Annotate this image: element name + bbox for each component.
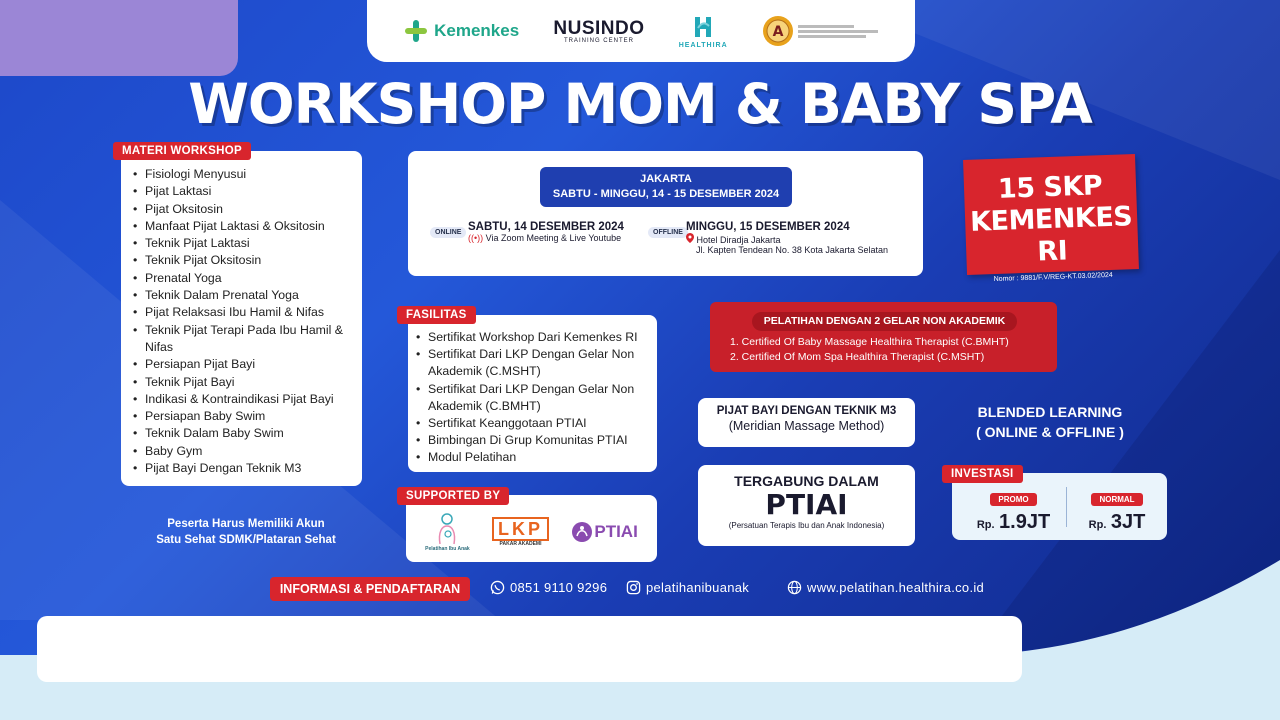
- pelatihan-item: 1. Certified Of Baby Massage Healthira Therapist (C.BMHT): [730, 336, 1009, 348]
- list-item: • Teknik Pijat Terapi Pada Ibu Hamil & Nifas: [133, 322, 352, 357]
- price-divider: [1066, 487, 1067, 527]
- lkp-logo-text: LKP: [492, 517, 549, 541]
- list-item: • Sertifikat Dari LKP Dengan Gelar Non Akademik (C.MSHT): [416, 346, 649, 380]
- list-item: • Modul Pelatihan: [416, 449, 649, 466]
- skp-line1: 15 SKP: [997, 170, 1103, 205]
- kemenkes-icon: [404, 19, 428, 43]
- list-item: • Pijat Relaksasi Ibu Hamil & Nifas: [133, 304, 352, 321]
- ptiai-t3: (Persatuan Terapis Ibu dan Anak Indonesia): [728, 521, 885, 530]
- promo-price: [966, 489, 1061, 534]
- skp-line2: KEMENKES RI: [969, 201, 1133, 268]
- offline-badge: OFFLINE: [648, 227, 688, 238]
- blended-line2: ( ONLINE & OFFLINE ): [976, 424, 1124, 440]
- normal-amount: 3JT: [1110, 511, 1146, 533]
- location-pin-icon: [686, 233, 694, 243]
- normal-label: NORMAL: [1091, 493, 1142, 506]
- event-card: [408, 151, 923, 276]
- list-item: • Prenatal Yoga: [133, 270, 352, 287]
- m3-card: [698, 398, 915, 447]
- purple-corner-decoration: [0, 0, 238, 76]
- accreditation-logo: [762, 15, 878, 47]
- ptiai-card: [698, 465, 915, 546]
- nusindo-logo-text: NUSINDO: [553, 17, 645, 39]
- offline-address: Jl. Kapten Tendean No. 38 Kota Jakarta Selatan: [696, 245, 888, 255]
- skp-nomor: Nomor : 9881/F.V/REG-KT.03.02/2024: [993, 271, 1113, 284]
- supported-tag: SUPPORTED BY: [397, 487, 509, 505]
- fasilitas-card: [408, 315, 657, 472]
- accreditation-seal-icon: [762, 15, 794, 47]
- whatsapp-icon: [490, 580, 505, 595]
- list-item: • Pijat Bayi Dengan Teknik M3: [133, 460, 352, 477]
- ptiai-emblem-icon: [571, 521, 593, 543]
- list-item: • Teknik Pijat Laktasi: [133, 235, 352, 252]
- materi-list: [133, 166, 352, 477]
- fasilitas-tag: FASILITAS: [397, 306, 476, 324]
- promo-value: [966, 511, 1061, 534]
- offline-venue: [686, 233, 888, 245]
- list-item: • Teknik Pijat Oksitosin: [133, 252, 352, 269]
- m3-title: PIJAT BAYI DENGAN TEKNIK M3: [716, 405, 897, 417]
- instagram-icon: [626, 580, 641, 595]
- list-item: • Persiapan Baby Swim: [133, 408, 352, 425]
- skp-banner: [963, 154, 1139, 284]
- requirement-note: [130, 516, 362, 548]
- accreditation-text: [798, 23, 878, 40]
- event-city: JAKARTA: [640, 173, 692, 185]
- list-item: • Baby Gym: [133, 443, 352, 460]
- globe-icon: [787, 580, 802, 595]
- list-item: • Indikasi & Kontraindikasi Pijat Bayi: [133, 391, 352, 408]
- phone-contact[interactable]: [490, 580, 607, 595]
- healthira-icon: [690, 14, 716, 40]
- instagram-handle[interactable]: pelatihanibuanak: [646, 580, 750, 595]
- materi-card: [121, 151, 362, 486]
- pelatihan-ibu-anak-logo: [425, 512, 470, 552]
- nusindo-logo: [553, 19, 644, 44]
- list-item: • Manfaat Pijat Laktasi & Oksitosin: [133, 218, 352, 235]
- online-platform: [468, 233, 624, 243]
- normal-value: [1072, 511, 1162, 534]
- info-tag: INFORMASI & PENDAFTARAN: [270, 577, 470, 601]
- pelatihan-head: PELATIHAN DENGAN 2 GELAR NON AKADEMIK: [752, 312, 1017, 331]
- mother-baby-icon: [434, 512, 460, 546]
- investasi-tag: INVESTASI: [942, 465, 1023, 483]
- m3-sub: (Meridian Massage Method): [728, 419, 885, 433]
- list-item: • Bimbingan Di Grup Komunitas PTIAI: [416, 432, 649, 449]
- lkp-logo: [492, 517, 549, 547]
- blended-learning: [950, 402, 1150, 442]
- online-session: [430, 221, 466, 239]
- requirement-line1: Peserta Harus Memiliki Akun: [167, 518, 325, 530]
- pelatihan-items: [730, 335, 1009, 365]
- promo-rp: Rp.: [976, 519, 995, 531]
- website-contact[interactable]: [787, 580, 984, 595]
- event-dates: SABTU - MINGGU, 14 - 15 DESEMBER 2024: [552, 188, 780, 200]
- offline-details: [686, 221, 888, 255]
- phone-number[interactable]: 0851 9110 9296: [510, 580, 608, 595]
- offline-venue-text: Hotel Diradja Jakarta: [696, 235, 781, 245]
- list-item: • Persiapan Pijat Bayi: [133, 356, 352, 373]
- nusindo-logo-subtext: TRAINING CENTER: [563, 37, 634, 44]
- lkp-logo-subtext: PAKAR AKADEMI: [499, 540, 542, 547]
- online-details: [468, 221, 624, 243]
- list-item: • Sertifikat Dari LKP Dengan Gelar Non Akademik (C.BMHT): [416, 381, 649, 415]
- logo-bar: [367, 0, 915, 62]
- kemenkes-logo-text: Kemenkes: [434, 21, 520, 40]
- requirement-line2: Satu Sehat SDMK/Plataran Sehat: [156, 534, 336, 546]
- ptiai-logo-text: PTIAI: [594, 521, 638, 541]
- pelatihan-box: [710, 302, 1057, 372]
- materi-tag: MATERI WORKSHOP: [113, 142, 251, 160]
- list-item: • Teknik Dalam Prenatal Yoga: [133, 287, 352, 304]
- instagram-contact[interactable]: [626, 580, 749, 595]
- website-url[interactable]: www.pelatihan.healthira.co.id: [807, 580, 985, 595]
- list-item: • Pijat Laktasi: [133, 183, 352, 200]
- ptiai-t2: PTIAI: [765, 488, 848, 521]
- promo-label: PROMO: [990, 493, 1036, 506]
- supported-card: [406, 495, 657, 562]
- list-item: • Sertifikat Keanggotaan PTIAI: [416, 415, 649, 432]
- normal-price: [1072, 489, 1162, 534]
- pelatihan-item: 2. Certified Of Mom Spa Healthira Therapist (C.MSHT): [730, 351, 985, 363]
- live-icon: ((•)): [468, 233, 484, 243]
- page-title: WORKSHOP MOM & BABY SPA: [188, 72, 1092, 136]
- list-item: • Teknik Pijat Bayi: [133, 374, 352, 391]
- list-item: • Teknik Dalam Baby Swim: [133, 425, 352, 442]
- bottom-blank-strip: [37, 616, 1022, 682]
- normal-rp: Rp.: [1088, 519, 1107, 531]
- online-day: SABTU, 14 DESEMBER 2024: [468, 221, 624, 233]
- ptiai-t1: TERGABUNG DALAM: [734, 473, 879, 489]
- list-item: • Pijat Oksitosin: [133, 201, 352, 218]
- fasilitas-list: [416, 329, 649, 467]
- healthira-logo-text: HEALTHIRA: [678, 41, 728, 49]
- online-badge: ONLINE: [430, 227, 466, 238]
- ptiai-logo: [571, 521, 637, 543]
- offline-day: MINGGU, 15 DESEMBER 2024: [686, 221, 850, 233]
- investasi-card: [952, 473, 1167, 540]
- online-platform-text: Via Zoom Meeting & Live Youtube: [485, 233, 622, 243]
- list-item: • Fisiologi Menyusui: [133, 166, 352, 183]
- list-item: • Sertifikat Workshop Dari Kemenkes RI: [416, 329, 649, 346]
- kemenkes-logo: [404, 19, 519, 43]
- offline-session: [648, 221, 688, 239]
- healthira-logo: [679, 14, 728, 49]
- promo-amount: 1.9JT: [999, 511, 1051, 533]
- pelatihan-ibu-anak-text: Pelatihan Ibu Anak: [425, 545, 470, 552]
- accreditation-grade: A: [772, 24, 784, 40]
- event-header: [540, 167, 792, 207]
- blended-line1: BLENDED LEARNING: [977, 404, 1123, 420]
